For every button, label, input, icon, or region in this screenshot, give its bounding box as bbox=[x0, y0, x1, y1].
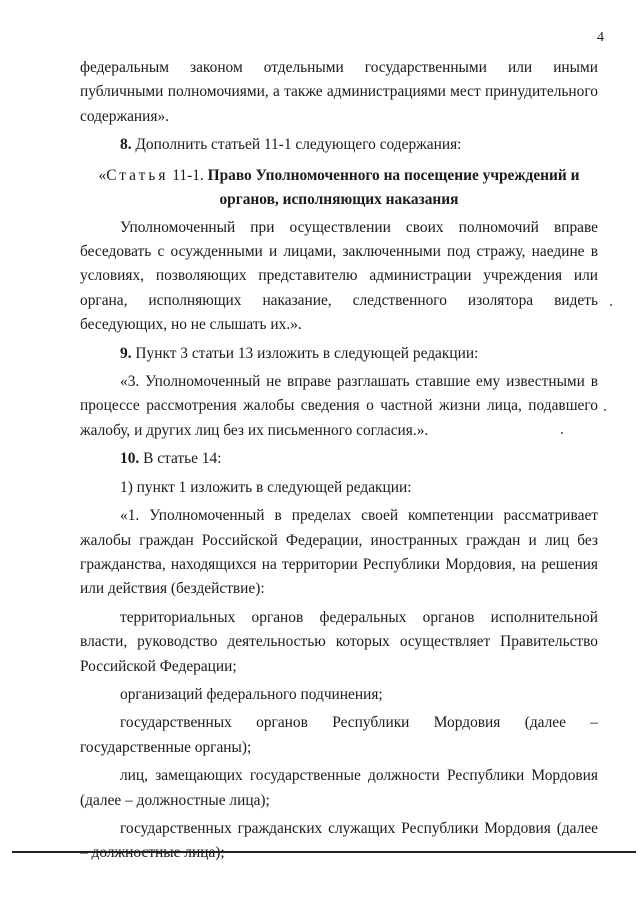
heading-quote: « bbox=[98, 166, 107, 184]
amendment-text: Пункт 3 статьи 13 изложить в следующей редакции: bbox=[131, 344, 479, 362]
list-item: территориальных органов федеральных органов исполнительной власти, руководство деятельностью которых осуществляет Правительство Российской Федерации; bbox=[80, 608, 598, 675]
amendment-text: Дополнить статьей 11-1 следующего содержания: bbox=[131, 136, 462, 154]
list-item: лиц, замещающих государственные должности Республики Мордовия (далее – должностные лица); bbox=[80, 767, 598, 809]
quoted-clause: «3. Уполномоченный не вправе разглашать ставшие ему известными в процессе рассмотрения жалобы сведения о частной жизни лица, подавшего жалобу, и других лиц без их письменного согласия.». bbox=[80, 373, 598, 439]
scan-speck bbox=[604, 409, 606, 411]
sub-item: 1) пункт 1 изложить в следующей редакции: bbox=[120, 478, 412, 496]
bottom-rule bbox=[12, 851, 636, 853]
amendment-number: 8. bbox=[120, 136, 132, 154]
article-heading bbox=[80, 164, 598, 212]
document-body bbox=[80, 56, 598, 870]
quoted-clause: «1. Уполномоченный в пределах своей компетенции рассматривает жалобы граждан Российской Федерации, иностранных граждан и лиц без гражданства, находящихся на территории Республики Мордовия, на решения или действия (бездействие): bbox=[80, 507, 598, 598]
amendment-8 bbox=[80, 133, 598, 157]
amendment-number: 9. bbox=[120, 344, 132, 362]
page-number: 4 bbox=[597, 30, 604, 45]
heading-title: Право Уполномоченного на посещение учреждений и органов, исполняющих наказания bbox=[207, 166, 580, 208]
amendment-text: В статье 14: bbox=[139, 450, 222, 468]
heading-number: 11-1. bbox=[168, 166, 208, 184]
amendment-10 bbox=[80, 447, 598, 471]
list-item: государственных органов Республики Мордовия (далее – государственные органы); bbox=[80, 714, 598, 756]
list-item: государственных гражданских служащих Республики Мордовия (далее – должностные лица); bbox=[80, 819, 598, 862]
article-text: Уполномоченный при осуществлении своих полномочий вправе беседовать с осужденными и лицами, заключенными под стражу, наедине в условиях, позволяющих представителю администрации учреждения или органа, исполняющих наказание, следственного изолятора видеть беседующих, но не слышать их.». bbox=[80, 218, 598, 334]
scan-speck bbox=[561, 432, 563, 434]
amendment-9 bbox=[80, 342, 598, 366]
paragraph-continuation: федеральным законом отдельными государственными или иными публичными полномочиями, а также администрациями мест принудительного содержания». bbox=[80, 59, 598, 125]
scan-speck bbox=[610, 304, 612, 306]
amendment-number: 10. bbox=[120, 450, 140, 468]
heading-word: Статья bbox=[106, 166, 169, 184]
list-item: организаций федерального подчинения; bbox=[120, 685, 383, 703]
